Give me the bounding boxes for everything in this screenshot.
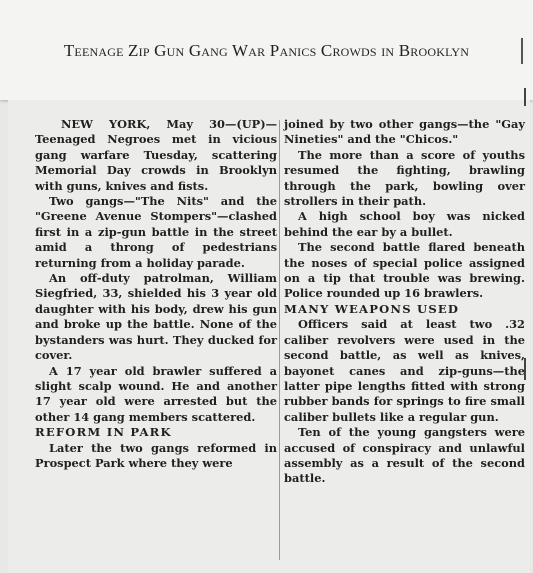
article-paragraph: A 17 year old brawler suffered a slight scalp wound. He and another 17 year old were arrested but the other 14 gang members scattered. xyxy=(35,363,277,424)
dateline: NEW YORK, May 30—(UP)— xyxy=(61,117,277,131)
article-paragraph: Two gangs—"The Nits" and the "Greene Avenue Stompers"—clashed first in a zip-gun battle in the street amid a throng of pedestrians returning from a holiday parade. xyxy=(35,194,277,270)
edge-mark xyxy=(524,88,526,106)
article-paragraph: joined by two other gangs—the "Gay Nineties" and the "Chicos." xyxy=(284,117,525,147)
article-paragraph: Officers said at least two .32 caliber revolvers were used in the second battle, as well as knives, bayonet canes and zip-guns—the latter pipe lengths fitted with strong rubber bands for springs to fire small caliber bullets like a regular gun. xyxy=(284,317,525,424)
banner-rule xyxy=(521,38,523,64)
article-paragraph xyxy=(35,117,277,194)
article-column-right xyxy=(284,117,525,487)
column-divider xyxy=(279,120,280,560)
page-title: Teenage Zip Gun Gang War Panics Crowds in Brooklyn xyxy=(63,41,470,60)
article-column-left xyxy=(35,117,277,471)
article-paragraph: Later the two gangs reformed in Prospect Park where they were xyxy=(35,440,277,470)
article-paragraph: Ten of the young gangsters were accused of conspiracy and unlawful assembly as a result of the second battle. xyxy=(284,425,525,486)
headline-banner xyxy=(0,0,533,100)
article-paragraph: The second battle flared beneath the noses of special police assigned on a tip that trouble was brewing. Police rounded up 16 brawlers. xyxy=(284,240,525,301)
article-paragraph: An off-duty patrolman, William Siegfried, 33, shielded his 3 year old daughter with his body, drew his gun and broke up the battle. None of the bystanders was hurt. They ducked for cover. xyxy=(35,271,277,363)
paragraph-text: Teenaged Negroes met in vicious gang warfare Tuesday, scattering Memorial Day crowds in Brooklyn with guns, knives and fists. xyxy=(35,132,277,193)
article-paragraph: The more than a score of youths resumed the fighting, brawling through the park, bowling over strollers in their path. xyxy=(284,147,525,209)
section-subhead: MANY WEAPONS USED xyxy=(284,301,460,316)
section-subhead: REFORM IN PARK xyxy=(35,425,172,440)
article-paragraph: A high school boy was nicked behind the ear by a bullet. xyxy=(284,209,525,239)
